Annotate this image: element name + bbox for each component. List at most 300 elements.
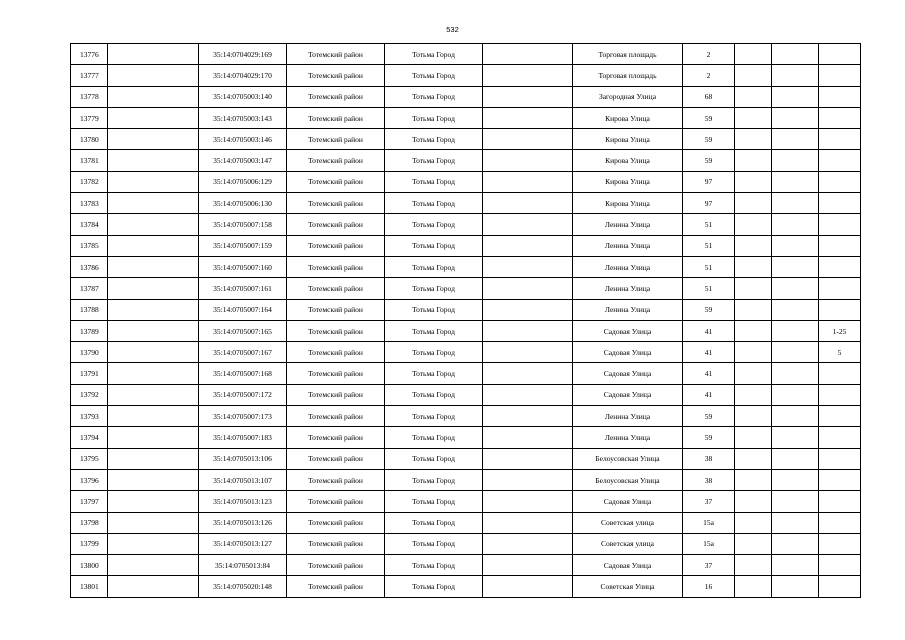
cadastral-number-cell: 35:14:0705020:148 xyxy=(199,576,287,597)
empty-cell xyxy=(483,129,573,150)
empty-cell xyxy=(772,107,819,128)
district-cell: Тотемский район xyxy=(287,193,385,214)
locality-cell: Тотьма Город xyxy=(385,256,483,277)
row-number-cell: 13789 xyxy=(71,320,108,341)
cadastral-number-cell: 35:14:0705013:106 xyxy=(199,448,287,469)
apartment-cell xyxy=(819,576,861,597)
house-number-cell: 37 xyxy=(683,555,735,576)
empty-cell xyxy=(483,448,573,469)
district-cell: Тотемский район xyxy=(287,44,385,65)
empty-cell xyxy=(735,406,772,427)
empty-cell xyxy=(772,65,819,86)
house-number-cell: 59 xyxy=(683,129,735,150)
empty-cell xyxy=(735,65,772,86)
street-cell: Садовая Улица xyxy=(573,384,683,405)
house-number-cell: 59 xyxy=(683,406,735,427)
apartment-cell xyxy=(819,533,861,554)
cadastral-number-cell: 35:14:0705007:164 xyxy=(199,299,287,320)
apartment-cell xyxy=(819,299,861,320)
house-number-cell: 59 xyxy=(683,427,735,448)
empty-cell xyxy=(483,299,573,320)
locality-cell: Тотьма Город xyxy=(385,533,483,554)
row-number-cell: 13797 xyxy=(71,491,108,512)
table-row xyxy=(71,384,861,405)
empty-cell xyxy=(483,107,573,128)
empty-cell xyxy=(735,427,772,448)
street-cell: Садовая Улица xyxy=(573,555,683,576)
empty-cell xyxy=(483,150,573,171)
locality-cell: Тотьма Город xyxy=(385,235,483,256)
apartment-cell xyxy=(819,129,861,150)
empty-cell xyxy=(108,86,199,107)
empty-cell xyxy=(735,512,772,533)
table-row xyxy=(71,533,861,554)
empty-cell xyxy=(772,44,819,65)
locality-cell: Тотьма Город xyxy=(385,576,483,597)
cadastral-number-cell: 35:14:0705007:158 xyxy=(199,214,287,235)
empty-cell xyxy=(772,256,819,277)
empty-cell xyxy=(108,44,199,65)
empty-cell xyxy=(772,193,819,214)
district-cell: Тотемский район xyxy=(287,299,385,320)
district-cell: Тотемский район xyxy=(287,65,385,86)
empty-cell xyxy=(772,214,819,235)
empty-cell xyxy=(772,448,819,469)
apartment-cell xyxy=(819,107,861,128)
locality-cell: Тотьма Город xyxy=(385,299,483,320)
locality-cell: Тотьма Город xyxy=(385,86,483,107)
empty-cell xyxy=(108,491,199,512)
street-cell: Кирова Улица xyxy=(573,150,683,171)
apartment-cell xyxy=(819,406,861,427)
empty-cell xyxy=(108,427,199,448)
locality-cell: Тотьма Город xyxy=(385,555,483,576)
empty-cell xyxy=(735,491,772,512)
cadastral-number-cell: 35:14:0705007:160 xyxy=(199,256,287,277)
empty-cell xyxy=(735,555,772,576)
row-number-cell: 13787 xyxy=(71,278,108,299)
locality-cell: Тотьма Город xyxy=(385,278,483,299)
table-row xyxy=(71,86,861,107)
row-number-cell: 13788 xyxy=(71,299,108,320)
empty-cell xyxy=(483,491,573,512)
apartment-cell xyxy=(819,171,861,192)
house-number-cell: 59 xyxy=(683,150,735,171)
empty-cell xyxy=(772,427,819,448)
empty-cell xyxy=(108,278,199,299)
empty-cell xyxy=(108,512,199,533)
empty-cell xyxy=(483,363,573,384)
cadastral-number-cell: 35:14:0705007:172 xyxy=(199,384,287,405)
district-cell: Тотемский район xyxy=(287,150,385,171)
empty-cell xyxy=(772,555,819,576)
apartment-cell xyxy=(819,384,861,405)
cadastral-number-cell: 35:14:0705013:123 xyxy=(199,491,287,512)
street-cell: Садовая Улица xyxy=(573,320,683,341)
house-number-cell: 2 xyxy=(683,65,735,86)
cadastral-number-cell: 35:14:0705013:84 xyxy=(199,555,287,576)
row-number-cell: 13785 xyxy=(71,235,108,256)
empty-cell xyxy=(108,129,199,150)
cadastral-number-cell: 35:14:0705013:126 xyxy=(199,512,287,533)
table-row xyxy=(71,256,861,277)
district-cell: Тотемский район xyxy=(287,512,385,533)
table-row xyxy=(71,491,861,512)
district-cell: Тотемский район xyxy=(287,533,385,554)
locality-cell: Тотьма Город xyxy=(385,448,483,469)
empty-cell xyxy=(735,193,772,214)
district-cell: Тотемский район xyxy=(287,86,385,107)
empty-cell xyxy=(772,469,819,490)
apartment-cell xyxy=(819,150,861,171)
empty-cell xyxy=(108,256,199,277)
street-cell: Кирова Улица xyxy=(573,171,683,192)
locality-cell: Тотьма Город xyxy=(385,320,483,341)
house-number-cell: 37 xyxy=(683,491,735,512)
house-number-cell: 16 xyxy=(683,576,735,597)
empty-cell xyxy=(108,576,199,597)
apartment-cell: 5 xyxy=(819,342,861,363)
cadastral-number-cell: 35:14:0704029:169 xyxy=(199,44,287,65)
empty-cell xyxy=(483,555,573,576)
empty-cell xyxy=(483,86,573,107)
row-number-cell: 13781 xyxy=(71,150,108,171)
empty-cell xyxy=(483,171,573,192)
empty-cell xyxy=(108,363,199,384)
row-number-cell: 13784 xyxy=(71,214,108,235)
apartment-cell xyxy=(819,448,861,469)
house-number-cell: 59 xyxy=(683,107,735,128)
apartment-cell: 1-25 xyxy=(819,320,861,341)
row-number-cell: 13783 xyxy=(71,193,108,214)
apartment-cell xyxy=(819,193,861,214)
row-number-cell: 13801 xyxy=(71,576,108,597)
apartment-cell xyxy=(819,214,861,235)
district-cell: Тотемский район xyxy=(287,214,385,235)
cadastral-number-cell: 35:14:0705013:127 xyxy=(199,533,287,554)
empty-cell xyxy=(108,406,199,427)
table-row xyxy=(71,150,861,171)
table-row xyxy=(71,555,861,576)
district-cell: Тотемский район xyxy=(287,576,385,597)
empty-cell xyxy=(772,171,819,192)
locality-cell: Тотьма Город xyxy=(385,363,483,384)
empty-cell xyxy=(108,533,199,554)
house-number-cell: 51 xyxy=(683,256,735,277)
house-number-cell: 38 xyxy=(683,448,735,469)
empty-cell xyxy=(772,86,819,107)
table-row xyxy=(71,44,861,65)
street-cell: Торговая площадь xyxy=(573,44,683,65)
empty-cell xyxy=(735,214,772,235)
table-row xyxy=(71,512,861,533)
empty-cell xyxy=(772,150,819,171)
house-number-cell: 68 xyxy=(683,86,735,107)
street-cell: Советская Улица xyxy=(573,576,683,597)
row-number-cell: 13777 xyxy=(71,65,108,86)
row-number-cell: 13779 xyxy=(71,107,108,128)
locality-cell: Тотьма Город xyxy=(385,129,483,150)
district-cell: Тотемский район xyxy=(287,171,385,192)
street-cell: Белоусовская Улица xyxy=(573,469,683,490)
cadastral-number-cell: 35:14:0705013:107 xyxy=(199,469,287,490)
empty-cell xyxy=(772,576,819,597)
empty-cell xyxy=(735,86,772,107)
street-cell: Советская улица xyxy=(573,512,683,533)
empty-cell xyxy=(108,65,199,86)
table-row xyxy=(71,342,861,363)
cadastral-number-cell: 35:14:0705003:147 xyxy=(199,150,287,171)
street-cell: Торговая площадь xyxy=(573,65,683,86)
street-cell: Ленина Улица xyxy=(573,299,683,320)
house-number-cell: 97 xyxy=(683,193,735,214)
empty-cell xyxy=(772,129,819,150)
row-number-cell: 13782 xyxy=(71,171,108,192)
row-number-cell: 13799 xyxy=(71,533,108,554)
empty-cell xyxy=(735,171,772,192)
apartment-cell xyxy=(819,512,861,533)
empty-cell xyxy=(772,342,819,363)
empty-cell xyxy=(483,278,573,299)
table-row xyxy=(71,235,861,256)
house-number-cell: 51 xyxy=(683,235,735,256)
row-number-cell: 13798 xyxy=(71,512,108,533)
empty-cell xyxy=(108,171,199,192)
street-cell: Загородная Улица xyxy=(573,86,683,107)
empty-cell xyxy=(483,384,573,405)
locality-cell: Тотьма Город xyxy=(385,427,483,448)
district-cell: Тотемский район xyxy=(287,491,385,512)
house-number-cell: 15а xyxy=(683,533,735,554)
row-number-cell: 13790 xyxy=(71,342,108,363)
table-row xyxy=(71,363,861,384)
empty-cell xyxy=(108,342,199,363)
empty-cell xyxy=(483,342,573,363)
empty-cell xyxy=(735,576,772,597)
empty-cell xyxy=(108,384,199,405)
empty-cell xyxy=(483,214,573,235)
row-number-cell: 13786 xyxy=(71,256,108,277)
apartment-cell xyxy=(819,363,861,384)
street-cell: Белоусовская Улица xyxy=(573,448,683,469)
street-cell: Советская улица xyxy=(573,533,683,554)
empty-cell xyxy=(108,193,199,214)
table-row xyxy=(71,320,861,341)
street-cell: Садовая Улица xyxy=(573,363,683,384)
district-cell: Тотемский район xyxy=(287,256,385,277)
district-cell: Тотемский район xyxy=(287,427,385,448)
locality-cell: Тотьма Город xyxy=(385,469,483,490)
house-number-cell: 41 xyxy=(683,363,735,384)
empty-cell xyxy=(735,363,772,384)
empty-cell xyxy=(735,448,772,469)
table-row xyxy=(71,469,861,490)
cadastral-number-cell: 35:14:0705003:143 xyxy=(199,107,287,128)
street-cell: Ленина Улица xyxy=(573,235,683,256)
apartment-cell xyxy=(819,44,861,65)
empty-cell xyxy=(483,533,573,554)
empty-cell xyxy=(483,427,573,448)
empty-cell xyxy=(108,235,199,256)
apartment-cell xyxy=(819,469,861,490)
district-cell: Тотемский район xyxy=(287,129,385,150)
row-number-cell: 13792 xyxy=(71,384,108,405)
district-cell: Тотемский район xyxy=(287,555,385,576)
empty-cell xyxy=(772,278,819,299)
empty-cell xyxy=(483,469,573,490)
empty-cell xyxy=(483,65,573,86)
locality-cell: Тотьма Город xyxy=(385,150,483,171)
apartment-cell xyxy=(819,86,861,107)
district-cell: Тотемский район xyxy=(287,320,385,341)
empty-cell xyxy=(772,406,819,427)
row-number-cell: 13778 xyxy=(71,86,108,107)
house-number-cell: 2 xyxy=(683,44,735,65)
empty-cell xyxy=(735,320,772,341)
locality-cell: Тотьма Город xyxy=(385,44,483,65)
empty-cell xyxy=(772,320,819,341)
street-cell: Кирова Улица xyxy=(573,193,683,214)
locality-cell: Тотьма Город xyxy=(385,384,483,405)
table-row xyxy=(71,107,861,128)
street-cell: Ленина Улица xyxy=(573,256,683,277)
street-cell: Садовая Улица xyxy=(573,342,683,363)
table-row xyxy=(71,65,861,86)
apartment-cell xyxy=(819,235,861,256)
empty-cell xyxy=(735,342,772,363)
row-number-cell: 13800 xyxy=(71,555,108,576)
apartment-cell xyxy=(819,491,861,512)
empty-cell xyxy=(483,512,573,533)
cadastral-number-cell: 35:14:0705007:168 xyxy=(199,363,287,384)
locality-cell: Тотьма Город xyxy=(385,193,483,214)
house-number-cell: 51 xyxy=(683,278,735,299)
table-row xyxy=(71,171,861,192)
empty-cell xyxy=(735,107,772,128)
empty-cell xyxy=(483,406,573,427)
empty-cell xyxy=(735,150,772,171)
district-cell: Тотемский район xyxy=(287,469,385,490)
apartment-cell xyxy=(819,278,861,299)
apartment-cell xyxy=(819,256,861,277)
empty-cell xyxy=(735,129,772,150)
street-cell: Ленина Улица xyxy=(573,214,683,235)
empty-cell xyxy=(735,533,772,554)
row-number-cell: 13794 xyxy=(71,427,108,448)
district-cell: Тотемский район xyxy=(287,448,385,469)
house-number-cell: 59 xyxy=(683,299,735,320)
row-number-cell: 13795 xyxy=(71,448,108,469)
row-number-cell: 13793 xyxy=(71,406,108,427)
empty-cell xyxy=(735,278,772,299)
locality-cell: Тотьма Город xyxy=(385,214,483,235)
locality-cell: Тотьма Город xyxy=(385,107,483,128)
district-cell: Тотемский район xyxy=(287,363,385,384)
district-cell: Тотемский район xyxy=(287,107,385,128)
empty-cell xyxy=(108,448,199,469)
empty-cell xyxy=(772,299,819,320)
empty-cell xyxy=(772,235,819,256)
page-number: 532 xyxy=(446,25,459,34)
cadastral-number-cell: 35:14:0705007:167 xyxy=(199,342,287,363)
locality-cell: Тотьма Город xyxy=(385,406,483,427)
cadastral-number-cell: 35:14:0705006:129 xyxy=(199,171,287,192)
cadastral-number-cell: 35:14:0704029:170 xyxy=(199,65,287,86)
empty-cell xyxy=(483,256,573,277)
district-cell: Тотемский район xyxy=(287,384,385,405)
empty-cell xyxy=(772,533,819,554)
house-number-cell: 51 xyxy=(683,214,735,235)
district-cell: Тотемский район xyxy=(287,342,385,363)
table-row xyxy=(71,406,861,427)
empty-cell xyxy=(108,150,199,171)
locality-cell: Тотьма Город xyxy=(385,342,483,363)
property-table xyxy=(70,43,861,598)
empty-cell xyxy=(772,512,819,533)
row-number-cell: 13776 xyxy=(71,44,108,65)
cadastral-number-cell: 35:14:0705007:183 xyxy=(199,427,287,448)
row-number-cell: 13796 xyxy=(71,469,108,490)
table-row xyxy=(71,448,861,469)
apartment-cell xyxy=(819,427,861,448)
empty-cell xyxy=(108,469,199,490)
empty-cell xyxy=(483,320,573,341)
cadastral-number-cell: 35:14:0705007:165 xyxy=(199,320,287,341)
district-cell: Тотемский район xyxy=(287,406,385,427)
empty-cell xyxy=(483,235,573,256)
cadastral-number-cell: 35:14:0705007:173 xyxy=(199,406,287,427)
house-number-cell: 97 xyxy=(683,171,735,192)
street-cell: Ленина Улица xyxy=(573,406,683,427)
empty-cell xyxy=(735,384,772,405)
cadastral-number-cell: 35:14:0705003:140 xyxy=(199,86,287,107)
district-cell: Тотемский район xyxy=(287,235,385,256)
empty-cell xyxy=(108,107,199,128)
cadastral-number-cell: 35:14:0705007:161 xyxy=(199,278,287,299)
cadastral-number-cell: 35:14:0705003:146 xyxy=(199,129,287,150)
street-cell: Кирова Улица xyxy=(573,129,683,150)
cadastral-number-cell: 35:14:0705007:159 xyxy=(199,235,287,256)
row-number-cell: 13780 xyxy=(71,129,108,150)
table-row xyxy=(71,427,861,448)
empty-cell xyxy=(735,469,772,490)
empty-cell xyxy=(735,299,772,320)
apartment-cell xyxy=(819,65,861,86)
locality-cell: Тотьма Город xyxy=(385,491,483,512)
empty-cell xyxy=(483,576,573,597)
locality-cell: Тотьма Город xyxy=(385,171,483,192)
empty-cell xyxy=(483,193,573,214)
empty-cell xyxy=(483,44,573,65)
table-row xyxy=(71,214,861,235)
empty-cell xyxy=(772,384,819,405)
street-cell: Садовая Улица xyxy=(573,491,683,512)
house-number-cell: 41 xyxy=(683,320,735,341)
house-number-cell: 38 xyxy=(683,469,735,490)
locality-cell: Тотьма Город xyxy=(385,512,483,533)
empty-cell xyxy=(108,555,199,576)
locality-cell: Тотьма Город xyxy=(385,65,483,86)
house-number-cell: 15а xyxy=(683,512,735,533)
street-cell: Ленина Улица xyxy=(573,427,683,448)
empty-cell xyxy=(735,256,772,277)
row-number-cell: 13791 xyxy=(71,363,108,384)
empty-cell xyxy=(735,235,772,256)
apartment-cell xyxy=(819,555,861,576)
street-cell: Кирова Улица xyxy=(573,107,683,128)
empty-cell xyxy=(772,363,819,384)
empty-cell xyxy=(108,214,199,235)
